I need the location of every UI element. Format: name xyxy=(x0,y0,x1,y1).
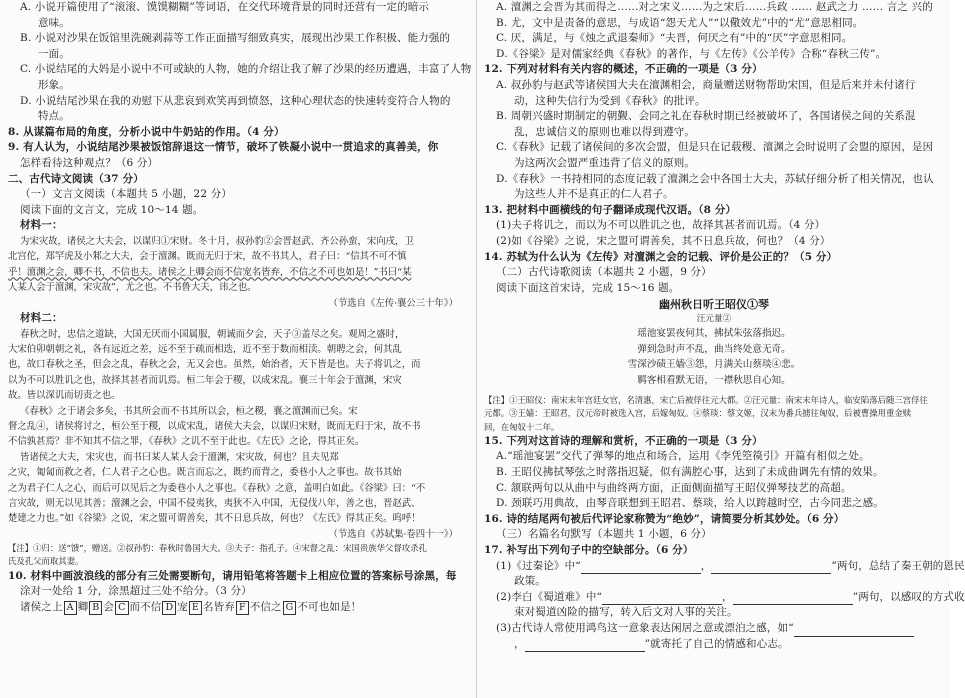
text-line: 也，故口春秋之圣，但会之乱，春秋之会，无又会也。虽然，始治者，天下皆是也。夫子将讥之，而 xyxy=(8,359,421,371)
text-line: （一）文言文阅读（本题共 5 小题，22 分） xyxy=(20,188,233,201)
text-line: 9. 有人认为，小说结尾沙果被饭馆辞退这一情节，破坏了铁凝小说中一贯追求的真善美，你 xyxy=(8,141,439,154)
text-line: （节选自《苏轼集·卷四十一》） xyxy=(328,528,458,540)
text-line: 17. 补写出下列句子中的空缺部分。（6 分） xyxy=(484,544,694,557)
text-line: B. 王昭仪拂拭琴弦之时落指迟疑，似有满腔心事，达到了未成曲调先有情的效果。 xyxy=(496,466,884,479)
text-line: 之为君子仁人之心，而后可以见后之为委巷小人之事也。《春秋》之意，盖明白如此。《谷梁》曰：“不 xyxy=(8,482,426,494)
text-line: 人某人会于澶渊，宋灾故”，尤之也。不书鲁大夫，讳之也。 xyxy=(8,282,257,294)
text-line: B. 小说对沙果在饭馆里洗碗剥蒜等工作正面描写细致真实，展现出沙果工作积极、能力强的 xyxy=(20,32,451,45)
text-line: 春秋之时，忠信之道缺，大国无厌而小国属服，朝诚而夕会，天子③盖尽之矣。观周之盛时， xyxy=(20,328,405,340)
column-divider xyxy=(476,0,477,698)
q10-segment: 宠 xyxy=(177,600,188,613)
text-line: 皆诸侯之大夫，宋灾也，而书曰某人某人会于澶渊，宋灾故，何也？且夫见郑 xyxy=(20,451,339,463)
text-line: 13. 把材料中画横线的句子翻译成现代汉语。（8 分） xyxy=(484,203,737,216)
poem-line: 雪深沙碛王嫱③怨，月满关山蔡琰④悲。 xyxy=(627,359,801,371)
prompt-text: (3)古代诗人常使用鸿鸟这一意象表达闲居之意或漂泊之感，如“ xyxy=(496,622,794,635)
q10-answer-box[interactable]: E xyxy=(189,601,202,615)
prompt-text: ， xyxy=(722,590,733,603)
q10-segment: 不可也如是！ xyxy=(297,600,362,613)
text-line: 不信孰甚焉？非不知其不信之罪，《春秋》之讥不至于此也。《左氏》之论，得其正矣。 xyxy=(8,436,365,448)
text-line: C. 厌，满足，与《烛之武退秦师》“夫晋，何厌之有”中的“厌”字意思相同。 xyxy=(496,32,853,45)
answer-blank[interactable] xyxy=(794,626,914,637)
text-line: 为这些人并不是真正的仁人君子。 xyxy=(514,188,674,201)
text-line: 形象。 xyxy=(38,78,70,91)
text-line: 阅读下面的文言文，完成 10～14 题。 xyxy=(20,203,204,216)
fill-blank-row xyxy=(484,574,944,590)
poem-author: 汪元量② xyxy=(696,314,732,325)
left-column xyxy=(8,0,472,698)
right-column xyxy=(484,0,965,698)
text-line: 为这两次会盟严重违背了信义的原则。 xyxy=(514,156,696,169)
text-line: (1)夫子将讥之，而以为不可以胜讥之也，故择其甚者而讥焉。（4 分） xyxy=(496,219,826,232)
text-line: 氏及孔父而取其妻。 xyxy=(8,556,84,567)
prompt-text: ”两句，总结了秦王朝的恩民 xyxy=(831,559,965,572)
text-line: D. 颈联巧用典故，由琴音联想到王昭君、蔡琰，给人以跨越时空，古今同悲之感。 xyxy=(496,497,884,510)
text-line: 材料一： xyxy=(20,219,63,232)
q10-segment: 诸侯之上 xyxy=(20,600,63,613)
text-line: B. 周朝兴盛时期制定的朝觐、会同之礼在春秋时期已经被破坏了，各国诸侯之间的关系混 xyxy=(496,110,916,123)
text-line: 涂对一处给 1 分，涂黑超过三处不给分。（3 分） xyxy=(20,585,252,598)
fill-blank-row xyxy=(484,590,965,606)
text-line: 14. 苏轼为什么认为《左传》对澶渊之会的记载、评价是公正的？（5 分） xyxy=(484,250,838,263)
q10-segmentation-row xyxy=(8,600,466,616)
poem-line: 瑶池宴罢夜何其，拂拭朱弦落指迟。 xyxy=(637,328,791,340)
q10-answer-box[interactable]: A xyxy=(64,601,77,615)
poem-line: 羁客相看默无语，一襟秋思自心知。 xyxy=(637,374,791,386)
text-line: 之灾，匍匐而救之者，仁人君子之心也。既言而忘之，既约而背之，委巷小人之事也。故书其始 xyxy=(8,467,402,479)
prompt-text: ”两句，以感叹的方式收 xyxy=(852,590,965,603)
text-line: A. 小说开篇使用了“滚滚、馍馍糊糊”等词语，在交代环境背景的同时还营有一定的暗示 xyxy=(20,1,430,13)
text-line: 12. 下列对材料有关内容的概述，不正确的一项是（3 分） xyxy=(484,63,763,76)
text-line: C. 小说结尾的大妈是小说中不可或缺的人物，她的介绍让我了解了沙果的经历遭遇，丰富了人物 xyxy=(20,63,472,76)
fill-blank-row xyxy=(484,637,944,653)
q10-answer-box[interactable]: G xyxy=(283,601,297,615)
text-line: A. 澶渊之会晋为其而得之……对之宋义……为之宋后……兵政 …… 赵武之力 …… 言之 兴的 xyxy=(496,1,933,13)
text-line: 阅读下面这首宋诗，完成 15～16 题。 xyxy=(496,281,680,294)
q10-answer-box[interactable]: D xyxy=(162,601,176,615)
text-line: C. 颔联两句以从曲中与曲终两方面，正面侧面描写王昭仪弹琴技艺的高超。 xyxy=(496,481,852,494)
text-line: 特点。 xyxy=(38,110,70,123)
prompt-text: ”就寄托了自己的情感和心志。 xyxy=(644,637,789,650)
prompt-text: 束对蜀道凶险的描写，转入后文对人事的关注。 xyxy=(514,606,738,619)
answer-blank[interactable] xyxy=(602,594,722,605)
q10-segment: 会 xyxy=(103,600,115,613)
text-line: 动，这种失信行为受到《春秋》的批评。 xyxy=(514,94,706,107)
poem-line: 弹到急时声不乱，曲当终处意无奇。 xyxy=(637,343,791,355)
text-line: 元都。③王嫱：王昭君，汉元帝时被选入宫，后嫁匈奴。④蔡琰：蔡文姬，汉末为番兵掳往匈奴，后被曹操用重金赎 xyxy=(484,408,912,419)
text-line: 材料二： xyxy=(20,311,63,324)
answer-blank[interactable] xyxy=(525,641,645,652)
text-line: 16. 诗的结尾两句被后代评论家称赞为“绝妙”，请简要分析其妙处。（6 分） xyxy=(484,512,845,525)
text-line: 督之乱④，诸侯将讨之，桓公至于稷，以成宋乱，诸侯大夫会，以谋归宋财，既而无归于宋，故不书 xyxy=(8,420,421,432)
text-line: 回，在匈奴十二年。 xyxy=(484,421,560,432)
text-line: （三）名篇名句默写（本题共 1 小题，6 分） xyxy=(496,528,712,541)
text-line: （节选自《左传·襄公三十年》） xyxy=(328,297,458,309)
q10-segment: 而不信 xyxy=(129,600,162,613)
text-line: （二）古代诗歌阅读（本题共 2 小题，9 分） xyxy=(496,266,712,279)
answer-blank[interactable] xyxy=(733,594,853,605)
q10-segment: 不信之 xyxy=(249,600,282,613)
text-line: 为宋灾故，诸侯之大夫会，以谋归①宋财。冬十月，叔孙豹②会晋赵武、齐公孙蛮，宋向戌，卫 xyxy=(20,235,414,247)
text-line: 一面。 xyxy=(38,47,70,60)
text-line: 乎！澶渊之会，卿不书，不信也夫。诸侯之上卿会而不信宠名皆弃，不信之不可也如是！”书曰“某 xyxy=(8,266,412,278)
prompt-text: ， xyxy=(700,559,712,572)
text-line: 大宋伯卯朝朝之礼，各有远近之差，远不至于疏而相迭，近不至于数而相渎。朝聘之会，何其乱 xyxy=(8,343,402,355)
text-line: 怎样看待这种观点？（6 分） xyxy=(20,156,159,169)
text-line: 乱，忠诚信义的原则也难以得到遵守。 xyxy=(514,125,696,138)
q10-answer-box[interactable]: C xyxy=(115,601,128,615)
text-line: 【注】①归：送“馈”，赠送。②叔孙豹：春秋时鲁国大夫。③夫子：指孔子。④宋督之乱：宋国贵族华父督攻杀孔 xyxy=(8,543,427,554)
text-line: 二、古代诗文阅读（37 分） xyxy=(8,172,144,185)
text-line: 故。皆以深讥而切责之也。 xyxy=(8,390,121,402)
prompt-text: (1)《过秦论》中“ xyxy=(496,559,581,572)
text-line: 【注】①王昭仪：南宋末年宫廷女官，名清惠，宋亡后被俘往元大都。②汪元量：南宋末年诗人，临安陷落后随三宫俘往 xyxy=(484,395,928,406)
answer-blank[interactable] xyxy=(581,563,701,574)
q10-answer-box[interactable]: B xyxy=(89,601,102,615)
q10-segment: 名皆弃 xyxy=(202,600,235,613)
text-line: D.《春秋》一书持相同的态度记载了澶渊之会中各国士大夫，苏轼仔细分析了相关情况，也认 xyxy=(496,172,934,185)
text-line: (2)如《谷梁》之说，宋之盟可谓善矣，其不日息兵故，何也？（4 分） xyxy=(496,234,831,247)
text-line: 楚建之力也。”如《谷梁》之说，宋之盟可谓善矣，其不日息兵故，何也？《左氏》得其正矣。呜呼！ xyxy=(8,513,421,525)
q10-segment: 卿 xyxy=(77,600,89,613)
text-line: D. 小说结尾沙果在我的劝慰下从悲哀到欢笑再到愤怒，这种心理状态的快速转变符合人物的 xyxy=(20,94,451,107)
text-line: 《春秋》之于诸会多矣，书其所会而不书其所以会，桓之稷，襄之澶渊而已矣。宋 xyxy=(20,405,358,417)
text-line: 意味。 xyxy=(38,16,70,29)
fill-blank-row xyxy=(484,559,965,575)
text-line: 8. 从谋篇布局的角度，分析小说中牛奶站的作用。（4 分） xyxy=(8,125,285,138)
text-line: 10. 材料中画波浪线的部分有三处需要断句，请用铅笔将答题卡上相应位置的答案标号涂黑，每 xyxy=(8,569,457,582)
prompt-text: (2)李白《蜀道难》中“ xyxy=(496,590,603,603)
fill-blank-row xyxy=(484,621,944,637)
text-line: D.《谷梁》是对儒家经典《春秋》的著作，与《左传》《公羊传》合称“春秋三传”。 xyxy=(496,47,887,60)
text-line: 言灾故，则无以见其善；澶渊之会，中国不侵夷狄，夷狄不入中国，无侵伐八年，善之也，晋赵武、 xyxy=(8,498,421,509)
text-line: 北宫佗，郑罕虎及小邾之大夫，会于澶渊。既而无归于宋，故不书其人，君子曰：“信其不可不慎 xyxy=(8,251,407,263)
text-line: C.《春秋》记载了诸侯间的多次会盟，但是只在记载稷、澶渊之会时说明了会盟的原因，是因 xyxy=(496,141,934,154)
fill-blank-row xyxy=(484,605,944,621)
q10-answer-box[interactable]: F xyxy=(236,601,249,615)
prompt-text: ， xyxy=(514,637,525,650)
text-line: 15. 下列对这首诗的理解和赏析，不正确的一项是（3 分） xyxy=(484,434,763,447)
prompt-text: 政策。 xyxy=(514,575,546,588)
text-line: A. 叔孙豹与赵武等诸侯国大夫在澶渊相会，商量赠送财物帮助宋国，但是后来并未付诸行 xyxy=(496,78,916,91)
text-line: A.“瑶池宴罢”交代了弹琴的地点和场合，运用《李凭箜篌引》开篇有相似之处。 xyxy=(496,450,870,463)
text-line: 以为不可以胜讥之也，故择其甚者而讥焉。桓二年会于稷，以成宋乱。襄三十年会于澶渊，宋灾 xyxy=(8,374,402,386)
poem-title: 幽州秋日听王昭仪①琴 xyxy=(659,298,769,312)
text-line: B. 尤，文中是责备的意思，与成语“怨天尤人”“以儆效尤”中的“尤”意思相同。 xyxy=(496,16,864,29)
answer-blank[interactable] xyxy=(711,563,831,574)
